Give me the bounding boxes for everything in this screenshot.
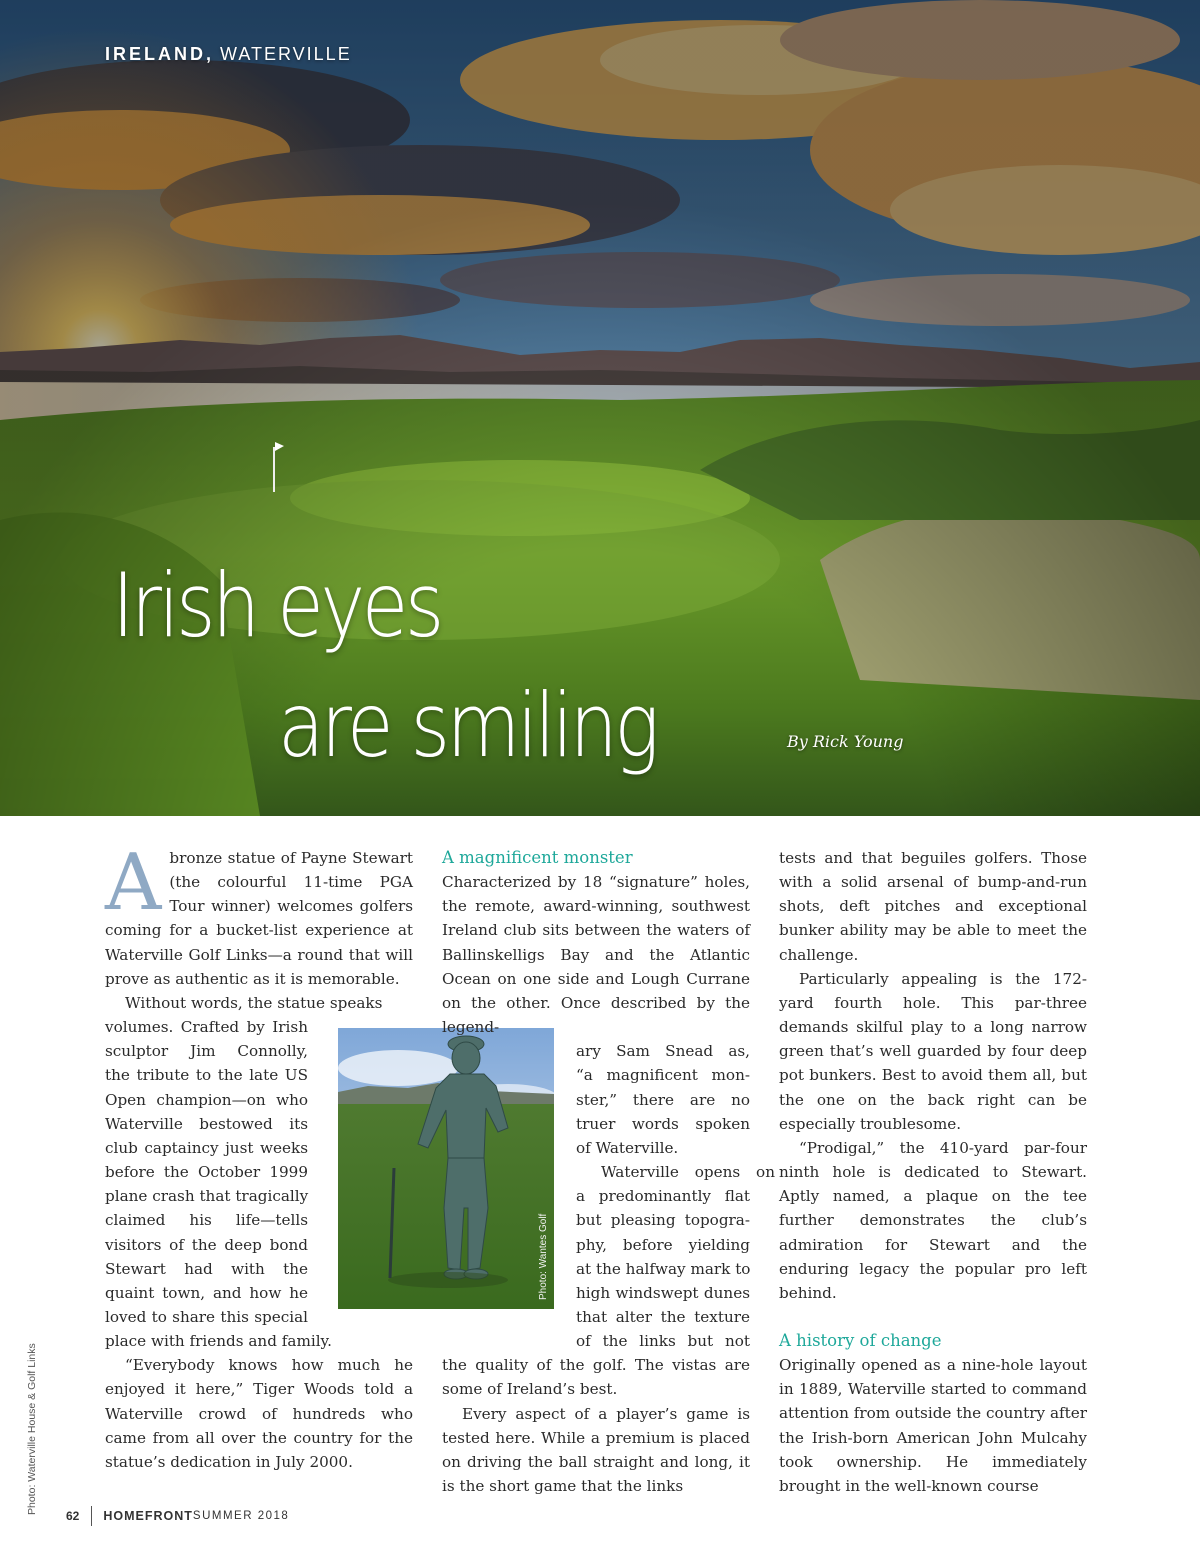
subhead: A magnificent monster (442, 848, 633, 867)
kicker-country: IRELAND, (105, 44, 214, 64)
paragraph-text: the quality of the golf. The vistas are some of Ireland’s best. (442, 1356, 750, 1399)
wrapped-line: at the halfway mark to (576, 1259, 751, 1278)
byline: By Rick Young (787, 732, 904, 751)
paragraph (442, 1353, 750, 1401)
wrapped-line: sculptor Jim Connolly, (105, 1042, 308, 1061)
paragraph (105, 1353, 413, 1474)
wrapped-line: club captaincy just weeks (105, 1138, 308, 1157)
wrapped-line: ary Sam Snead as, (576, 1042, 750, 1061)
paragraph-text: Every aspect of a player’s game is tested here. While a premium is placed on driving the ball straight and long, it is the short game that the links (442, 1404, 750, 1496)
paragraph (105, 991, 413, 1015)
wrapped-line: that alter the texture (576, 1307, 750, 1326)
kicker-location: WATERVILLE (220, 44, 352, 64)
paragraph (779, 1136, 1087, 1305)
page-footer (66, 1506, 289, 1526)
wrapped-line: high windswept dunes (576, 1283, 750, 1302)
wrapped-line: phy, before yielding (576, 1235, 750, 1254)
wrapped-line: claimed his life—tells (105, 1211, 308, 1230)
wrapped-line: loved to share this special (105, 1307, 308, 1326)
drop-cap: A (105, 838, 162, 928)
wrapped-line: Waterville opens on (601, 1163, 775, 1182)
paragraph (105, 1329, 413, 1353)
wrapped-line: a predominantly flat (576, 1187, 750, 1206)
paragraph-text: Without words, the statue speaks (125, 993, 383, 1012)
section-kicker (105, 44, 352, 65)
spacer (779, 1305, 1087, 1329)
page-number: 62 (66, 1509, 80, 1523)
paragraph-text: tests and that beguiles golfers. Those with a solid arsenal of bump-and-run shots, deft pitches and exceptional bunker ability may be able to meet the challenge. (779, 849, 1087, 964)
wrapped-line: ster,” there are no (576, 1090, 750, 1109)
wrapped-lines (442, 1160, 775, 1353)
paragraph (779, 1353, 1087, 1498)
article-column-3 (779, 846, 1087, 1498)
footer-divider (91, 1506, 92, 1526)
wrapped-line: of Waterville. (576, 1138, 679, 1157)
paragraph (442, 870, 750, 1039)
paragraph (105, 838, 413, 991)
wrapped-line: visitors of the deep bond (105, 1235, 308, 1254)
paragraph (442, 1402, 750, 1499)
wrapped-line: truer words spoken (576, 1114, 750, 1133)
issue-date: SUMMER 2018 (192, 1510, 290, 1522)
headline-line-1: Irish eyes (112, 554, 441, 657)
wrapped-line: plane crash that tragically (105, 1187, 309, 1206)
wrapped-line: Open champion—on who (105, 1090, 308, 1109)
wrapped-line: of the links but not (576, 1332, 750, 1351)
wrapped-line: Waterville bestowed its (105, 1114, 308, 1133)
article-column-2 (442, 846, 775, 1498)
wrapped-line: the tribute to the late US (105, 1066, 308, 1085)
hero-photo-credit: Photo: Waterville House & Golf Links (26, 1343, 38, 1515)
paragraph-text: “Prodigal,” the 410-yard par-four ninth hole is dedicated to Stewart. Aptly named, a plaque on the tee further demonstrates the club’s admiration for Stewart and the enduring legacy the popular pro left behind. (779, 1138, 1087, 1302)
wrapped-line: Stewart had with the (105, 1259, 308, 1278)
wrapped-lines (442, 1039, 775, 1353)
inset-photo-credit: Photo: Wantes Golf (538, 1213, 549, 1300)
paragraph-text: place with friends and family. (105, 1332, 332, 1351)
paragraph-text: Characterized by 18 “signature” holes, the remote, award-winning, southwest Ireland club sits between the waters of Ballinskelligs Bay and the Atlantic Ocean on one side and Lough Currane on the other. Once described by the legend- (442, 873, 750, 1037)
paragraph-text: Originally opened as a nine-hole layout in 1889, Waterville started to command attention from outside the country after the Irish-born American John Mulcahy took ownership. He immediately brought in the well-known course (779, 1356, 1087, 1495)
wrapped-line: volumes. Crafted by Irish (105, 1018, 308, 1037)
paragraph (779, 846, 1087, 967)
wrapped-line: quaint town, and how he (105, 1283, 308, 1302)
magazine-name: HOMEFRONT (103, 1509, 193, 1523)
paragraph-text: “Everybody knows how much he enjoyed it here,” Tiger Woods told a Waterville crowd of hundreds who came from all over the country for the statue’s dedication in July 2000. (105, 1356, 413, 1471)
wrapped-line: but pleasing topogra- (576, 1211, 750, 1230)
headline-line-2: are smiling (278, 674, 657, 777)
wrapped-line: before the October 1999 (105, 1163, 308, 1182)
paragraph-text: bronze statue of Payne Stewart (the colourful 11-time PGA Tour winner) welcomes golfers coming for a bucket-list experience at Waterville Golf Links—a round that will prove as authentic as it is memorable. (105, 849, 413, 988)
paragraph (779, 967, 1087, 1136)
wrapped-line: “a magnificent mon- (576, 1066, 750, 1085)
paragraph-text: Particularly appealing is the 172-yard fourth hole. This par-three demands skilful play to a long narrow green that’s well guarded by four deep pot bunkers. Best to avoid them all, but the one on the back right can be especially troublesome. (779, 969, 1087, 1133)
subhead: A history of change (779, 1330, 942, 1350)
